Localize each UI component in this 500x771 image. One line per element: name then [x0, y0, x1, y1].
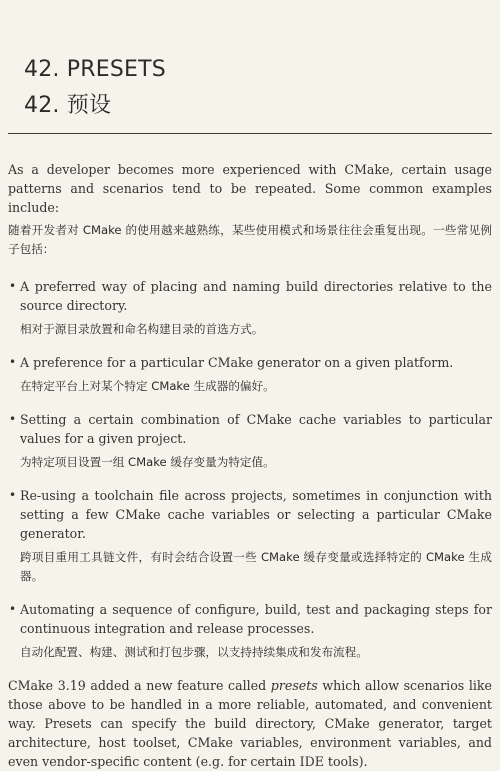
presets-emphasis: presets [270, 678, 318, 693]
closing-paragraph-english [8, 676, 492, 771]
intro-paragraph-chinese: 随着开发者对 CMake 的使用越来越熟练，某些使用模式和场景往往会重复出现。一些常见例子包括： [8, 223, 492, 256]
list-item-chinese: 相对于源目录放置和命名构建目录的首选方式。 [20, 322, 264, 336]
list-item [8, 486, 492, 586]
list-item-english: Setting a certain combination of CMake cache variables to particular values for a given project. [20, 412, 492, 446]
title-divider [8, 133, 492, 134]
list-item-chinese: 在特定平台上对某个特定 CMake 生成器的偏好。 [20, 379, 275, 393]
bullet-icon: • [9, 602, 17, 616]
list-item-english: Automating a sequence of configure, build, test and packaging steps for continuous integration and release processes. [20, 602, 492, 636]
bullet-icon: • [9, 488, 17, 502]
closing-text-after: which allow scenarios like those above to be handled in a more reliable, automated, and convenient way. Presets can specify the build directory, CMake generator, target architecture, host toolset, CMake variables, environment variables, and even vendor-specific content (e.g. for certain IDE tools). [8, 678, 492, 769]
bullet-icon: • [9, 279, 17, 293]
list-item-chinese: 为特定项目设置一组 CMake 缓存变量为特定值。 [20, 455, 275, 469]
body-content [8, 160, 492, 771]
list-item-english: Re-using a toolchain file across projects, sometimes in conjunction with setting a few CMake cache variables or selecting a particular CMake generator. [20, 488, 492, 541]
list-item-english: A preference for a particular CMake generator on a given platform. [20, 355, 454, 370]
chapter-title-chinese: 42. 预设 [24, 93, 112, 118]
bullet-icon: • [9, 355, 17, 369]
list-item [8, 277, 492, 339]
list-item-chinese: 跨项目重用工具链文件，有时会结合设置一些 CMake 缓存变量或选择特定的 CMake 生成器。 [20, 550, 492, 583]
list-item [8, 600, 492, 662]
list-item-english: A preferred way of placing and naming build directories relative to the source directory. [20, 279, 492, 313]
bullet-icon: • [9, 412, 17, 426]
list-item-chinese: 自动化配置、构建、测试和打包步骤，以支持持续集成和发布流程。 [20, 645, 368, 659]
intro-paragraph-english: As a developer becomes more experienced with CMake, certain usage patterns and scenarios tend to be repeated. Some common examples include: [8, 162, 492, 215]
chapter-title-english: 42. PRESETS [24, 57, 166, 82]
closing-text-before: CMake 3.19 added a new feature called [8, 678, 271, 693]
examples-list [8, 277, 492, 662]
list-item [8, 410, 492, 472]
list-item [8, 353, 492, 396]
